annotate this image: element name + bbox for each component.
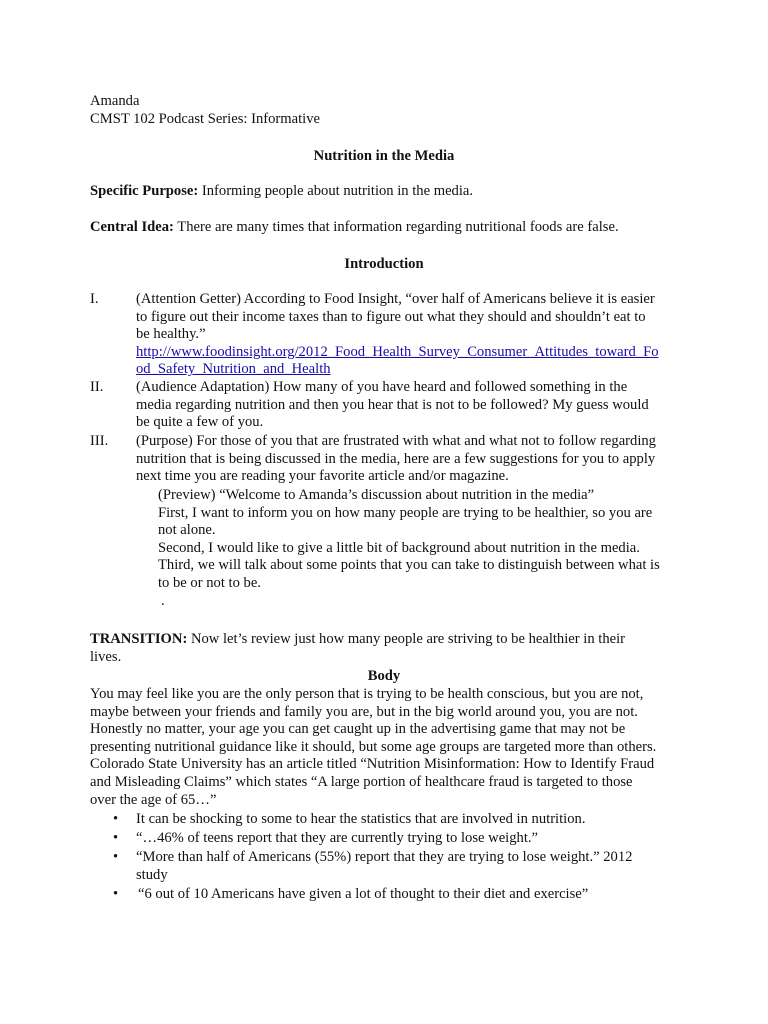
preview-line: Third, we will talk about some points that you can take to distinguish between what is [158,557,660,574]
specific-purpose-label: Specific Purpose: [90,183,199,199]
bullet-text [136,849,632,884]
intro-item-1-text [136,291,681,379]
bullet-icon: • [113,811,119,827]
text-line: (Purpose) For those of you that are frustrated with what and what not to follow regarding [136,433,656,449]
intro-item-3-text [136,433,681,486]
preview-line: . [161,592,165,609]
bullet-icon: • [113,849,119,865]
text-line: study [136,866,168,883]
text-line: to figure out their income taxes than to figure out what they should and shouldn’t eat to [136,308,646,325]
text-line: Honestly no matter, your age you can get caught up in the advertising game that may not be [90,721,626,738]
body-paragraph [90,686,690,809]
text-line: presenting nutritional guidance like it should, but some age groups are targeted more than others. [90,738,657,755]
specific-purpose-text: Informing people about nutrition in the media. [198,183,474,199]
introduction-heading [0,256,768,274]
text-line: Colorado State University has an article titled “Nutrition Misinformation: How to Identify Fraud [90,756,655,773]
transition-text-continued: lives. [90,648,122,665]
preview-line: First, I want to inform you on how many people are trying to be healthier, so you are [158,504,653,521]
intro-item-2-text [136,379,681,432]
course-title: CMST 102 Podcast Series: Informative [90,111,320,127]
body-heading-text: Body [367,668,401,684]
bullet-icon: • [113,830,119,846]
text-line: media regarding nutrition and then you hear that is not to be followed? My guess would [136,396,649,413]
specific-purpose [90,183,473,201]
transition [90,631,625,666]
bullet-text: It can be shocking to some to hear the statistics that are involved in nutrition. [136,811,586,827]
central-idea-label: Central Idea: [90,219,174,235]
document-title [0,148,768,166]
bullet-text: “…46% of teens report that they are currently trying to lose weight.” [136,830,539,846]
intro-item-1-numeral: I. [90,291,99,307]
intro-item-2-numeral: II. [90,379,104,395]
central-idea-text: There are many times that information regarding nutritional foods are false. [173,219,619,235]
document-title-text: Nutrition in the Media [313,148,455,164]
bullet-icon: • [113,886,119,902]
introduction-heading-text: Introduction [344,256,424,272]
bullet-text: “6 out of 10 Americans have given a lot of thought to their diet and exercise” [138,886,589,902]
transition-label: TRANSITION: [90,631,188,647]
author-name: Amanda [90,93,140,109]
text-line: nutrition that is being discussed in the media, here are a few suggestions for you to apply [136,450,656,467]
text-line: maybe between your friends and family you are, but in the big world around you, you are not. [90,703,638,720]
preview-block [158,487,698,610]
source-link-line-2[interactable]: od_Safety_Nutrition_and_Health [136,361,331,378]
transition-text: Now let’s review just how many people are striving to be healthier in their [187,631,626,647]
preview-line: (Preview) “Welcome to Amanda’s discussion about nutrition in the media” [158,487,595,503]
text-line: (Audience Adaptation) How many of you have heard and followed something in the [136,379,628,395]
central-idea [90,219,619,237]
text-line: next time you are reading your favorite article and/or magazine. [136,468,509,485]
preview-line: Second, I would like to give a little bit of background about nutrition in the media. [158,539,640,556]
text-line: be quite a few of you. [136,414,264,431]
text-line: and Misleading Claims” which states “A large portion of healthcare fraud is targeted to those [90,773,633,790]
text-line: be healthy.” [136,326,206,343]
text-line: “More than half of Americans (55%) report that they are trying to lose weight.” 2012 [136,849,633,865]
intro-item-3-numeral: III. [90,433,109,449]
preview-line: to be or not to be. [158,574,261,591]
text-line: over the age of 65…” [90,791,217,808]
text-line: (Attention Getter) According to Food Insight, “over half of Americans believe it is easier [136,291,655,307]
text-line: You may feel like you are the only person that is trying to be health conscious, but you are not, [90,686,644,702]
preview-line: not alone. [158,522,216,539]
body-heading [0,668,768,686]
source-link-line-1[interactable]: http://www.foodinsight.org/2012_Food_Health_Survey_Consumer_Attitudes_toward_Fo [136,343,659,360]
